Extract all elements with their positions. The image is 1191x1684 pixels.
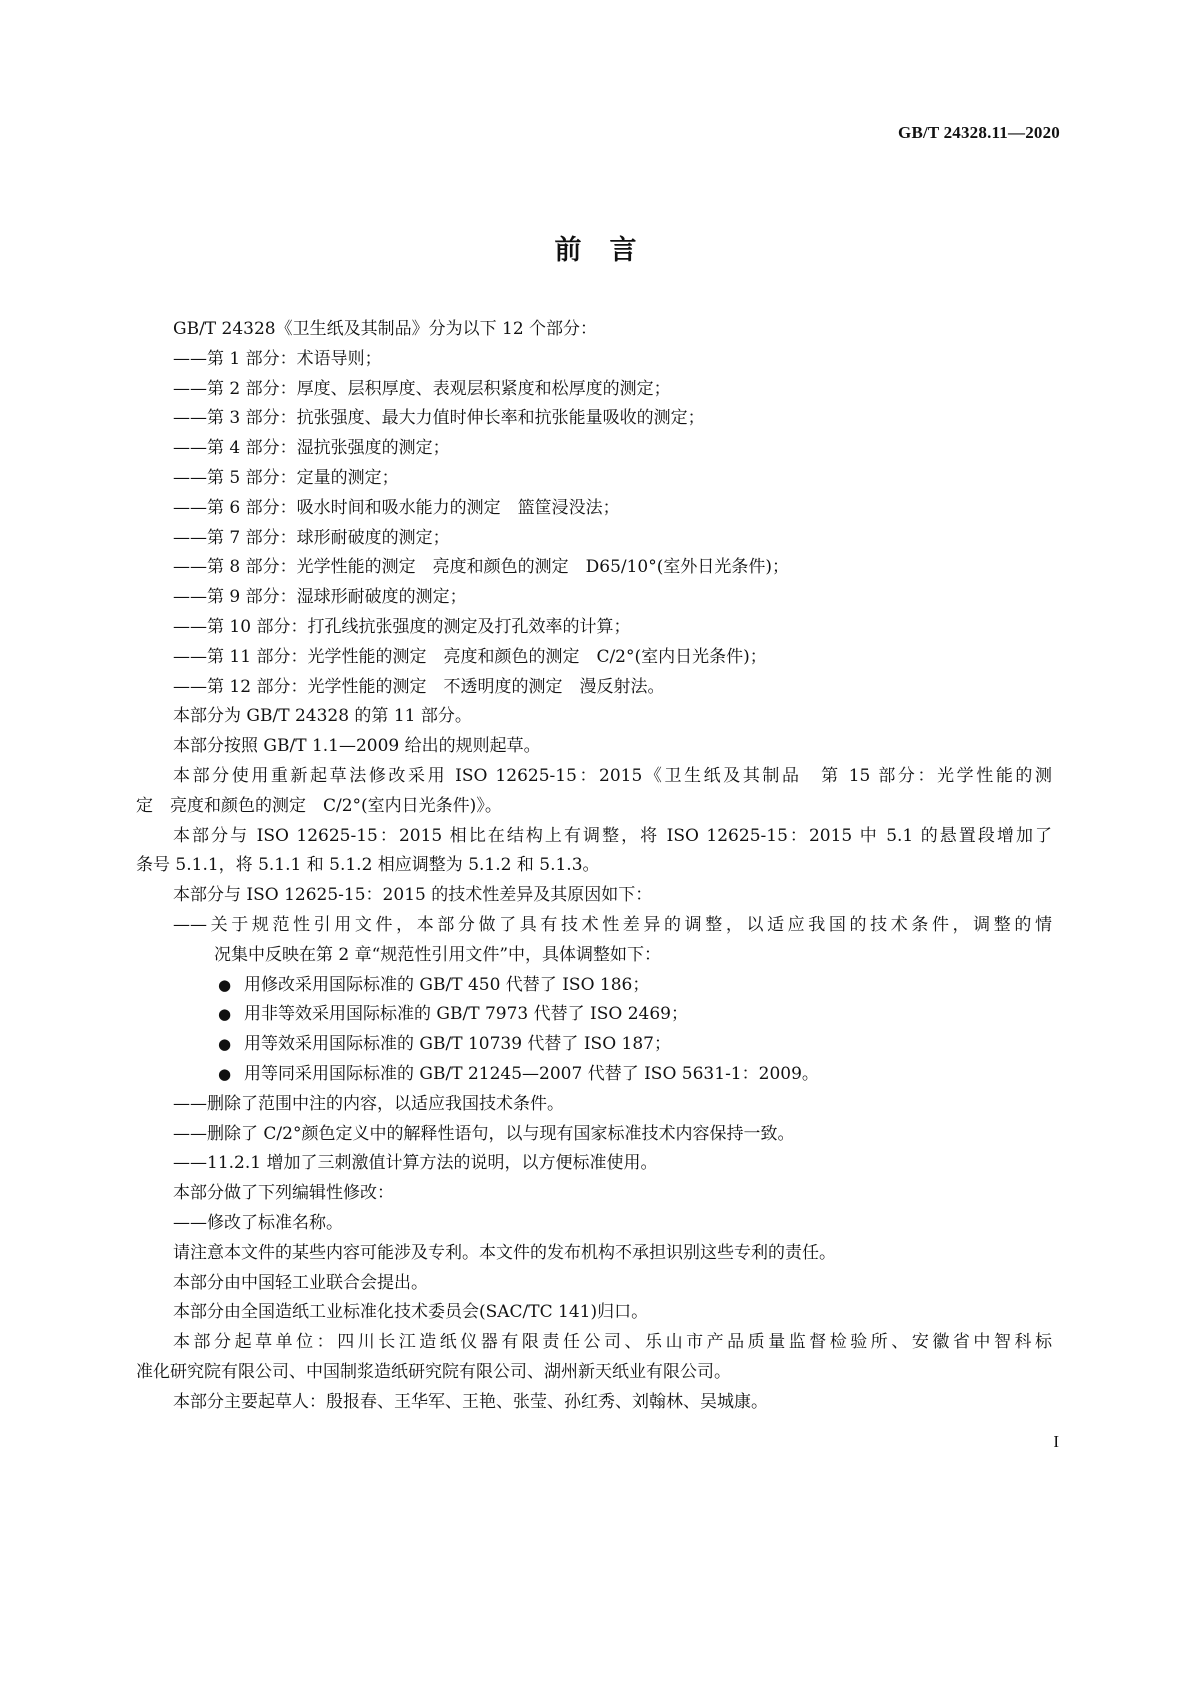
page-number: I <box>1053 1432 1059 1451</box>
paragraph-line: ——第 6 部分：吸水时间和吸水能力的测定 篮筐浸没法； <box>173 497 620 518</box>
paragraph-line: 况集中反映在第 2 章“规范性引用文件”中，具体调整如下： <box>214 944 662 965</box>
paragraph-line: ——第 4 部分：湿抗张强度的测定； <box>173 438 450 459</box>
paragraph-line: 本部分由全国造纸工业标准化技术委员会(SAC/TC 141)归口。 <box>173 1302 649 1323</box>
paragraph-line: ——第 7 部分：球形耐破度的测定； <box>173 527 450 548</box>
paragraph-line: ——删除了 C/2°颜色定义中的解释性语句，以与现有国家标准技术内容保持一致。 <box>173 1123 795 1144</box>
paragraph-line: ——11.2.1 增加了三刺激值计算方法的说明，以方便标准使用。 <box>173 1153 658 1174</box>
paragraph-line: ——修改了标准名称。 <box>173 1212 343 1233</box>
paragraph-line: 本部分为 GB/T 24328 的第 11 部分。 <box>173 706 472 727</box>
paragraph-line: 请注意本文件的某些内容可能涉及专利。本文件的发布机构不承担识别这些专利的责任。 <box>173 1242 836 1263</box>
bullet-icon: ● <box>218 1035 232 1054</box>
paragraph-line <box>136 1060 1052 1090</box>
paragraph-line: ——第 5 部分：定量的测定； <box>173 467 399 488</box>
paragraph-line: 本部分使用重新起草法修改采用 ISO 12625-15：2015《卫生纸及其制品 第 15 部分：光学性能的测 <box>173 765 1052 786</box>
standard-number: GB/T 24328.11—2020 <box>898 123 1060 142</box>
paragraph-line: ——第 9 部分：湿球形耐破度的测定； <box>173 587 467 608</box>
paragraph-line <box>136 971 1052 1001</box>
bullet-text: 用修改采用国际标准的 GB/T 450 代替了 ISO 186； <box>244 974 650 995</box>
foreword-body <box>136 315 1052 1417</box>
paragraph-line: 本部分主要起草人：殷报春、王华军、王艳、张莹、孙红秀、刘翰林、吴城康。 <box>173 1391 768 1412</box>
paragraph-line: 定 亮度和颜色的测定 C/2°(室内日光条件)》。 <box>136 795 502 816</box>
paragraph-line: ——第 8 部分：光学性能的测定 亮度和颜色的测定 D65/10°(室外日光条件)； <box>173 557 790 578</box>
paragraph-line: 本部分与 ISO 12625-15：2015 相比在结构上有调整，将 ISO 12625-15：2015 中 5.1 的悬置段增加了 <box>173 825 1052 846</box>
paragraph-line <box>136 1030 1052 1060</box>
bullet-text: 用等效采用国际标准的 GB/T 10739 代替了 ISO 187； <box>244 1034 671 1055</box>
paragraph-line: 本部分起草单位：四川长江造纸仪器有限责任公司、乐山市产品质量监督检验所、安徽省中智科标 <box>173 1332 1052 1353</box>
paragraph-line: 条号 5.1.1，将 5.1.1 和 5.1.2 相应调整为 5.1.2 和 5.1.3。 <box>136 855 600 876</box>
bullet-text: 用等同采用国际标准的 GB/T 21245—2007 代替了 ISO 5631-1：2009。 <box>244 1063 819 1084</box>
paragraph-line: 本部分按照 GB/T 1.1—2009 给出的规则起草。 <box>173 736 541 757</box>
paragraph-line: ——关于规范性引用文件，本部分做了具有技术性差异的调整，以适应我国的技术条件，调整的情 <box>173 914 1052 935</box>
paragraph-line: 本部分与 ISO 12625-15：2015 的技术性差异及其原因如下： <box>173 885 653 906</box>
bullet-icon: ● <box>218 975 232 994</box>
bullet-text: 用非等效采用国际标准的 GB/T 7973 代替了 ISO 2469； <box>244 1004 688 1025</box>
paragraph-line: ——第 3 部分：抗张强度、最大力值时伸长率和抗张能量吸收的测定； <box>173 408 705 429</box>
paragraph-line: GB/T 24328《卫生纸及其制品》分为以下 12 个部分： <box>173 319 598 339</box>
paragraph-line: ——删除了范围中注的内容，以适应我国技术条件。 <box>173 1093 564 1114</box>
bullet-icon: ● <box>218 1005 232 1024</box>
paragraph-line: ——第 12 部分：光学性能的测定 不透明度的测定 漫反射法。 <box>173 676 665 697</box>
paragraph-line: ——第 10 部分：打孔线抗张强度的测定及打孔效率的计算； <box>173 616 631 637</box>
paragraph-line: 本部分做了下列编辑性修改： <box>173 1183 394 1204</box>
bullet-icon: ● <box>218 1064 232 1083</box>
paragraph-line: ——第 11 部分：光学性能的测定 亮度和颜色的测定 C/2°(室内日光条件)； <box>173 646 767 667</box>
paragraph-line <box>136 1000 1052 1030</box>
paragraph-line: 准化研究院有限公司、中国制浆造纸研究院有限公司、湖州新天纸业有限公司。 <box>136 1361 731 1382</box>
paragraph-line: ——第 1 部分：术语导则； <box>173 348 382 369</box>
paragraph-line: 本部分由中国轻工业联合会提出。 <box>173 1272 428 1293</box>
paragraph-line: ——第 2 部分：厚度、层积厚度、表观层积紧度和松厚度的测定； <box>173 378 671 399</box>
page-title: 前言 <box>554 235 665 266</box>
